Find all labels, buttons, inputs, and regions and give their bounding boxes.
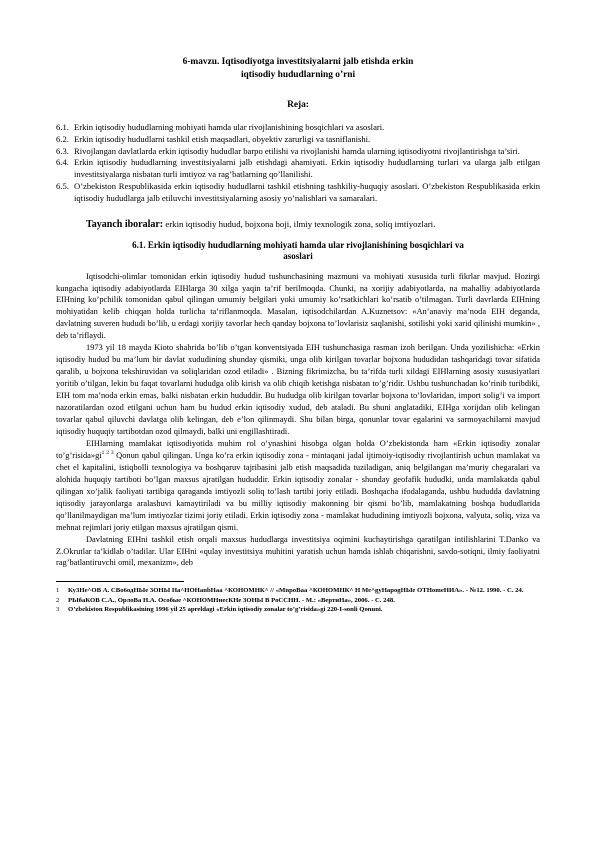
footnote — [56, 605, 540, 614]
footnote-number: 3 — [56, 606, 60, 613]
footnote-reference[interactable]: 1 2 3 — [101, 450, 114, 457]
section-heading-line-1: 6.1. Erkin iqtisodiy hududlarning mohiyati hamda ular rivojlanishining bosqichlari va — [132, 239, 464, 250]
paragraph-1: Iqtisodchi-olimlar tomonidan erkin iqtisodiy hudud tushunchasining mazmuni va mohiyati xususida turli fikrlar mavjud. Hozirgi kungacha iqtisodiy adabiyotlarda EIHlarga 30 xilga yaqin ta’rif berilmoqda. Chunki, na xorijiy adabiyotlarda, na mahalliy adabiyotlarda EIHning ko’pchilik tomonidan qabul qilingan umumiy belgilari yoki umumiy ko’rsatkichlari ko’rsatib o’tilmagan. Turli davrlarda EIHning mohiyatidan kelib chiqqan holda turlicha ta’riflanmoqda. Masalan, iqtisodchilardan A.Kuznetsov: «An’anaviy ma’noda EIH deganda, davlatning suveren hududi bo’lib, u erdagi xorijiy tavorlar hech qanday bojxona to’lovlarisiz saqlanishi, sotilishi yoki xarid qilinishi mumkin» , deb ta’riflaydi. — [56, 271, 540, 341]
plan-item — [56, 146, 540, 158]
footnote-text: РЫбаКОВ С.А., ОрлоВа Н.А. Особые ^КОНОМНнесКНе 3ОНЫ В РоССНН. - М.: «ВертиНа», 2006. - С. 248. — [68, 596, 395, 604]
plan-item-text: O’zbekiston Respublikasida erkin iqtisodiy hududlarni tashkil etishning tashkiliy-huquqiy asoslari. O’zbekiston Respublikasida erkin iqtisodiy hududlarga jalb etiluvchi investitsiyalarning asosiy yo’nalishlari va samaralari. — [74, 180, 540, 203]
keywords-text: erkin iqtisodiy hudud, bojxona boji, ilmiy texnologik zona, soliq imtiyozlari. — [163, 218, 436, 229]
title-line-1: 6-mavzu. Iqtisodiyotga investitsiyalarni jalb etishda erkin — [182, 57, 414, 67]
plan-item — [56, 134, 540, 146]
footnote-number: 2 — [56, 596, 60, 604]
keywords-label: Tayanch iboralar: — [86, 218, 164, 230]
footnote-text: O’zbekiston Respublikasining 1996 yil 25 apreldagi «Erkin iqtisodiy zonalar to’g’risida»gi 220-I-sonli Qonuni. — [68, 606, 383, 613]
plan-item-number: 6.2. — [56, 133, 69, 144]
plan-item-text: Erkin iqtisodiy hududlarning mohiyati hamda ular rivojlanishining bosqichlari va asoslari. — [74, 122, 385, 132]
title-line-2: iqtisodiy hududlarning o’rni — [240, 70, 356, 80]
plan-item-number: 6.4. — [56, 157, 69, 168]
paragraph-3 — [56, 438, 540, 534]
paragraph-3-start: EIHlarning mamlakat iqtisodiyotida muhim rol o’ynashini hisobga olgan holda O’zbekistonda ham «Erkin iqtisodiy zonalar to’g’risida»gi — [56, 438, 540, 460]
plan-item-number: 6.5. — [56, 180, 69, 191]
plan-item-text: Erkin iqtisodiy hududlarning investitsiyalarni jalb etishdagi ahamiyati. Erkin iqtisodiy hududlarning turlari va ularga jalb etilgan investitsiyalarga nisbatan turli imtiyoz va rag’batlarning qo’llanilishi. — [74, 157, 540, 180]
plan-item-text: Erkin iqtisodiy hududlarni tashkil etish maqsadlari, obyektiv zarurligi va tasniflanishi. — [74, 133, 371, 144]
plan-item-number: 6.1. — [56, 122, 69, 132]
footnotes — [56, 586, 540, 614]
plan-item — [56, 122, 540, 134]
plan-item-text: Rivojlangan davlatlarda erkin iqtisodiy hududlar barpo etilishi va rivojlanishi hamda ularning iqtisodiyotni rivojlantirishga ta’siri. — [74, 145, 520, 156]
plan-heading: Reja: — [287, 100, 309, 110]
keywords — [56, 218, 540, 231]
document-page — [56, 48, 540, 614]
section-heading-line-2: asoslari — [283, 251, 313, 262]
footnote-separator — [56, 581, 184, 582]
body-text — [56, 271, 540, 570]
footnote — [56, 596, 540, 605]
section-heading — [56, 240, 540, 263]
paragraph-3-rest: Qonun qabul qilingan. Unga ko’ra erkin iqtisodiy zona - mintaqani jadal ijtimoiy-iqtisodiy rivojlantirish uchun mamlakat va chet el kapitalini, istiqbolli texnologiya va boshqaruv tajribasini jalb etish maqsadida tuziladigan, aniq belgilangan ma’muriy chegaralari va alohida huquqiy tartiboti bo’lgan maxsus ajratilgan hududdir. Erkin iqtisodiy zonalar - shunday geofafik hududki, unda mamlakatda qabul qilingan xo’jalik faoliyati tartibiga qaraganda imtiyozli soliq to’lash tartibi joriy etiladi. Boshqacha ifodalaganda, ushbu hududda davlatning iqtisodiy jarayonlarga aralashuvi kamaytiriladi va bu milliy iqtisodiy makonning bir qismi bo’lib, mamlakatning boshqa hududlarida qo’llanilmaydigan ma’lum imtiyozlar tizimi joriy etiladi. Erkin iqtisodiy zona - mamlakat hududining imtiyozli bojxona, valyuta, soliq, viza va mehnat rejimlari joriy etilgan maxsus ajratilgan qismi. — [56, 450, 541, 532]
footnote-number: 1 — [56, 587, 60, 595]
plan-list — [56, 122, 540, 205]
paragraph-4: Davlatning EIHni tashkil etish orqali maxsus hududlarga investitsiya oqimini kuchaytirishga qaratilgan intilishlarini T.Danko va Z.Okrutlar ta’kidlab o’tadilar. Ular EIHni «qulay investitsiya muhitini yaratish uchun hamda ishlab chiqarishni, savdo-sotiqni, ilmiy faoliyatni rag’batlantiruvchi omil, mexanizm», deb — [56, 534, 540, 568]
paragraph-2: 1973 yil 18 mayda Kioto shahrida bo’lib o’tgan konventsiyada EIH tushunchasiga rasman izoh berilgan. Unda yozilishicha: «Erkin iqtisodiy hudud bu ma’lum bir davlat xududining shunday qismiki, unga olib kirilgan tovarlar bojxona hududidan tashqaridagi tovar sifatida qaralib, u bojxona tekshiruvidan va soliqlaridan ozod etiladi» . Bizning fikrimizcha, bu ta’rifda turli xildagi EIHlarning asosiy xususiyatlari yoritib o’tilgan, lekin bu faqat tovarlarni hududga olib kirish va olib chiqib ketishga nisbatan to’g’ridir. Ushbu tushunchadan ko’rinib turibdiki, EIH tom ma’noda erkin emas, balki nisbatan erkin hududdir. Bu hududga olib kirilgan tovarlar bojxona to’lovlaridan, import solig’i va import nazoratilardan ozod etilgani uchun ham bu hudud erkin iqtisodiy xudud, deb ataladi. Bu shuni anglatadiki, EIHga xorijdan olib kelingan tovarlar qabul qiluvchi davlatga olib kelingan, deb e’lon qilinmaydi. Shu bilan birga, qonunlar tovar egalarini va sarmoyachilarni mavjud iqtisodiy huquqiy tartibotdan ozod qilmaydi, balki uni engillashtiradi. — [56, 343, 540, 436]
plan-item-number: 6.3. — [56, 145, 69, 156]
footnote — [56, 586, 540, 595]
document-title — [56, 56, 540, 82]
plan-item — [56, 181, 540, 205]
plan-item — [56, 157, 540, 181]
footnote-text: Ку3Не^ОВ А. СВо6одНЫе 3ОНЫ На^НОНаnbНаa ^КОНОМНК^ // «МnроВаa ^КОНОМНК^ Н Ме^gyНapogНЫе ОТНomeНИА». - №12. 1990. - С. 24. — [68, 587, 524, 595]
